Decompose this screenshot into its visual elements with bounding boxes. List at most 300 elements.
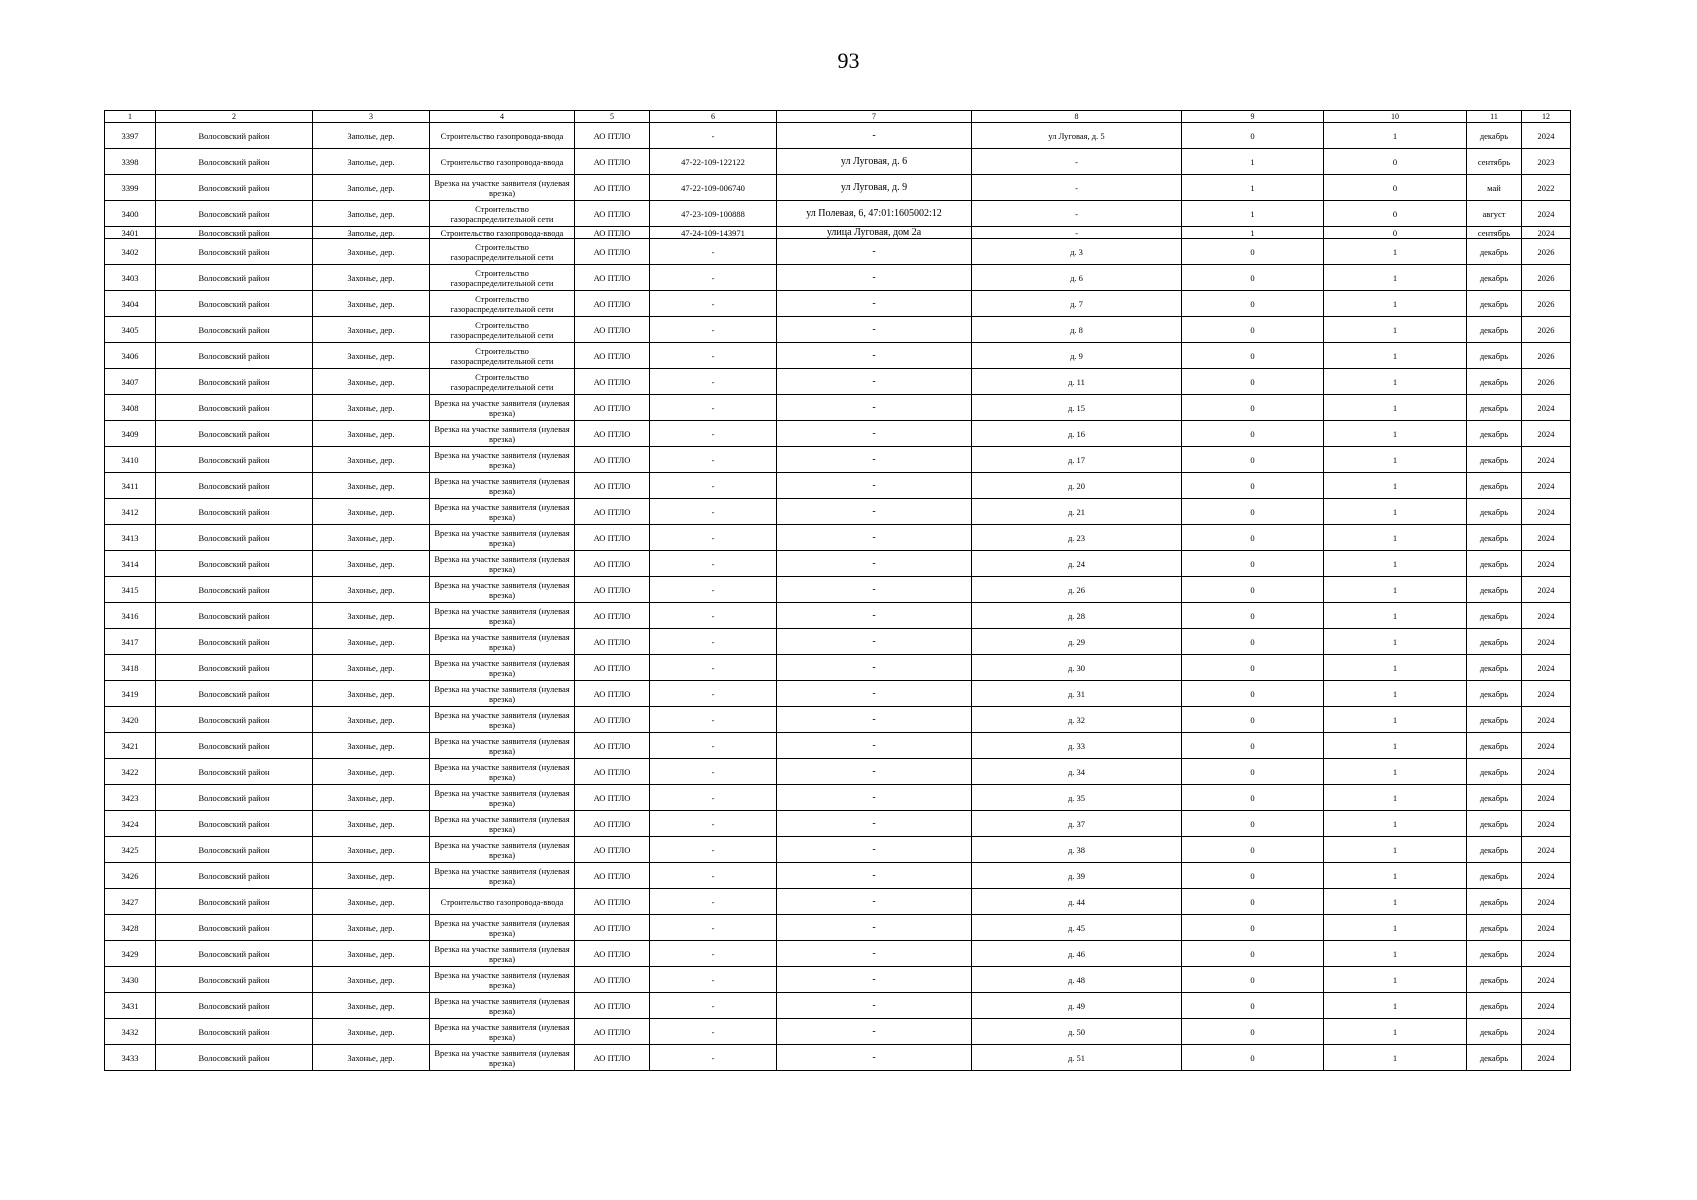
- cell-address: -: [777, 123, 972, 149]
- cell-reg-number: -: [650, 421, 777, 447]
- cell-num: 3402: [105, 239, 156, 265]
- cell-house: д. 46: [972, 941, 1182, 967]
- cell-reg-number: -: [650, 759, 777, 785]
- cell-address: -: [777, 369, 972, 395]
- cell-district: Волосовский район: [156, 421, 313, 447]
- cell-work-type: Строительство газопровода-ввода: [430, 227, 575, 239]
- cell-col9: 0: [1182, 525, 1324, 551]
- cell-month: декабрь: [1467, 655, 1522, 681]
- cell-col10: 1: [1324, 681, 1467, 707]
- cell-house: д. 8: [972, 317, 1182, 343]
- cell-year: 2024: [1522, 201, 1571, 227]
- cell-locality: Захонье, дер.: [313, 993, 430, 1019]
- cell-month: август: [1467, 201, 1522, 227]
- cell-year: 2024: [1522, 993, 1571, 1019]
- cell-col10: 1: [1324, 1019, 1467, 1045]
- cell-month: декабрь: [1467, 785, 1522, 811]
- table-row: [105, 1019, 1571, 1045]
- cell-address: -: [777, 395, 972, 421]
- cell-address: -: [777, 733, 972, 759]
- cell-month: декабрь: [1467, 499, 1522, 525]
- cell-org: АО ПТЛО: [575, 1045, 650, 1071]
- cell-locality: Захонье, дер.: [313, 395, 430, 421]
- cell-work-type: Врезка на участке заявителя (нулевая врезка): [430, 629, 575, 655]
- cell-reg-number: -: [650, 447, 777, 473]
- cell-locality: Захонье, дер.: [313, 1045, 430, 1071]
- cell-num: 3425: [105, 837, 156, 863]
- cell-reg-number: -: [650, 681, 777, 707]
- cell-work-type: Строительство газораспределительной сети: [430, 343, 575, 369]
- table-row: [105, 239, 1571, 265]
- cell-org: АО ПТЛО: [575, 343, 650, 369]
- cell-col9: 1: [1182, 201, 1324, 227]
- cell-col9: 0: [1182, 551, 1324, 577]
- cell-house: д. 34: [972, 759, 1182, 785]
- cell-district: Волосовский район: [156, 889, 313, 915]
- cell-col9: 0: [1182, 499, 1324, 525]
- cell-num: 3397: [105, 123, 156, 149]
- cell-work-type: Врезка на участке заявителя (нулевая врезка): [430, 785, 575, 811]
- cell-year: 2024: [1522, 941, 1571, 967]
- cell-district: Волосовский район: [156, 525, 313, 551]
- cell-month: май: [1467, 175, 1522, 201]
- cell-num: 3421: [105, 733, 156, 759]
- cell-reg-number: -: [650, 629, 777, 655]
- cell-month: декабрь: [1467, 291, 1522, 317]
- cell-locality: Заполье, дер.: [313, 123, 430, 149]
- cell-org: АО ПТЛО: [575, 499, 650, 525]
- cell-col9: 0: [1182, 915, 1324, 941]
- cell-col9: 0: [1182, 785, 1324, 811]
- cell-year: 2024: [1522, 811, 1571, 837]
- cell-month: декабрь: [1467, 941, 1522, 967]
- cell-org: АО ПТЛО: [575, 603, 650, 629]
- cell-org: АО ПТЛО: [575, 967, 650, 993]
- cell-address: ул Полевая, 6, 47:01:1605002:12: [777, 201, 972, 227]
- cell-col10: 0: [1324, 227, 1467, 239]
- cell-num: 3426: [105, 863, 156, 889]
- cell-house: д. 29: [972, 629, 1182, 655]
- cell-work-type: Строительство газораспределительной сети: [430, 201, 575, 227]
- table-row: [105, 201, 1571, 227]
- cell-org: АО ПТЛО: [575, 265, 650, 291]
- cell-work-type: Врезка на участке заявителя (нулевая врезка): [430, 915, 575, 941]
- cell-work-type: Строительство газопровода-ввода: [430, 123, 575, 149]
- cell-house: д. 23: [972, 525, 1182, 551]
- cell-address: ул Луговая, д. 6: [777, 149, 972, 175]
- cell-year: 2024: [1522, 915, 1571, 941]
- cell-col9: 0: [1182, 239, 1324, 265]
- cell-num: 3420: [105, 707, 156, 733]
- table-row: [105, 317, 1571, 343]
- header-cell-2: 2: [156, 111, 313, 123]
- cell-district: Волосовский район: [156, 915, 313, 941]
- cell-reg-number: -: [650, 785, 777, 811]
- cell-month: декабрь: [1467, 317, 1522, 343]
- cell-address: -: [777, 707, 972, 733]
- cell-num: 3404: [105, 291, 156, 317]
- cell-work-type: Врезка на участке заявителя (нулевая врезка): [430, 499, 575, 525]
- cell-col10: 1: [1324, 993, 1467, 1019]
- cell-reg-number: -: [650, 577, 777, 603]
- cell-house: д. 37: [972, 811, 1182, 837]
- cell-col10: 1: [1324, 863, 1467, 889]
- cell-house: д. 31: [972, 681, 1182, 707]
- cell-district: Волосовский район: [156, 993, 313, 1019]
- cell-org: АО ПТЛО: [575, 1019, 650, 1045]
- cell-year: 2024: [1522, 655, 1571, 681]
- cell-address: -: [777, 499, 972, 525]
- cell-month: декабрь: [1467, 265, 1522, 291]
- cell-col9: 0: [1182, 473, 1324, 499]
- cell-col10: 1: [1324, 629, 1467, 655]
- cell-org: АО ПТЛО: [575, 175, 650, 201]
- cell-reg-number: -: [650, 291, 777, 317]
- cell-house: д. 38: [972, 837, 1182, 863]
- cell-col9: 0: [1182, 655, 1324, 681]
- cell-reg-number: -: [650, 123, 777, 149]
- cell-house: д. 6: [972, 265, 1182, 291]
- cell-month: декабрь: [1467, 681, 1522, 707]
- cell-address: -: [777, 265, 972, 291]
- cell-year: 2026: [1522, 239, 1571, 265]
- cell-month: декабрь: [1467, 447, 1522, 473]
- cell-work-type: Строительство газораспределительной сети: [430, 317, 575, 343]
- cell-year: 2024: [1522, 551, 1571, 577]
- cell-house: д. 48: [972, 967, 1182, 993]
- cell-address: -: [777, 655, 972, 681]
- cell-year: 2024: [1522, 473, 1571, 499]
- cell-org: АО ПТЛО: [575, 733, 650, 759]
- cell-col9: 0: [1182, 889, 1324, 915]
- cell-reg-number: -: [650, 707, 777, 733]
- cell-num: 3427: [105, 889, 156, 915]
- cell-house: д. 28: [972, 603, 1182, 629]
- cell-work-type: Врезка на участке заявителя (нулевая врезка): [430, 759, 575, 785]
- cell-work-type: Врезка на участке заявителя (нулевая врезка): [430, 837, 575, 863]
- cell-col9: 0: [1182, 629, 1324, 655]
- table-row: [105, 967, 1571, 993]
- cell-col10: 0: [1324, 201, 1467, 227]
- cell-district: Волосовский район: [156, 551, 313, 577]
- cell-col10: 1: [1324, 785, 1467, 811]
- cell-locality: Захонье, дер.: [313, 473, 430, 499]
- cell-district: Волосовский район: [156, 733, 313, 759]
- cell-district: Волосовский район: [156, 499, 313, 525]
- cell-district: Волосовский район: [156, 149, 313, 175]
- cell-locality: Захонье, дер.: [313, 863, 430, 889]
- cell-col10: 0: [1324, 175, 1467, 201]
- cell-org: АО ПТЛО: [575, 317, 650, 343]
- cell-org: АО ПТЛО: [575, 525, 650, 551]
- cell-year: 2024: [1522, 889, 1571, 915]
- cell-work-type: Врезка на участке заявителя (нулевая врезка): [430, 681, 575, 707]
- cell-house: д. 44: [972, 889, 1182, 915]
- cell-district: Волосовский район: [156, 577, 313, 603]
- cell-col9: 0: [1182, 369, 1324, 395]
- cell-work-type: Врезка на участке заявителя (нулевая врезка): [430, 577, 575, 603]
- cell-reg-number: -: [650, 317, 777, 343]
- cell-locality: Заполье, дер.: [313, 227, 430, 239]
- cell-reg-number: -: [650, 863, 777, 889]
- cell-num: 3406: [105, 343, 156, 369]
- cell-address: -: [777, 629, 972, 655]
- cell-work-type: Врезка на участке заявителя (нулевая врезка): [430, 811, 575, 837]
- cell-year: 2024: [1522, 603, 1571, 629]
- cell-district: Волосовский район: [156, 201, 313, 227]
- cell-locality: Захонье, дер.: [313, 421, 430, 447]
- cell-locality: Захонье, дер.: [313, 369, 430, 395]
- cell-col10: 1: [1324, 291, 1467, 317]
- cell-address: -: [777, 759, 972, 785]
- cell-locality: Захонье, дер.: [313, 655, 430, 681]
- cell-col10: 1: [1324, 239, 1467, 265]
- header-cell-9: 9: [1182, 111, 1324, 123]
- cell-org: АО ПТЛО: [575, 239, 650, 265]
- cell-locality: Заполье, дер.: [313, 175, 430, 201]
- cell-year: 2024: [1522, 733, 1571, 759]
- header-cell-10: 10: [1324, 111, 1467, 123]
- cell-col10: 1: [1324, 577, 1467, 603]
- cell-month: декабрь: [1467, 551, 1522, 577]
- cell-district: Волосовский район: [156, 759, 313, 785]
- cell-year: 2026: [1522, 343, 1571, 369]
- header-row: [105, 111, 1571, 123]
- cell-org: АО ПТЛО: [575, 759, 650, 785]
- cell-year: 2024: [1522, 499, 1571, 525]
- cell-house: д. 50: [972, 1019, 1182, 1045]
- cell-year: 2024: [1522, 1019, 1571, 1045]
- cell-col10: 1: [1324, 603, 1467, 629]
- cell-district: Волосовский район: [156, 863, 313, 889]
- cell-locality: Захонье, дер.: [313, 889, 430, 915]
- cell-reg-number: -: [650, 837, 777, 863]
- cell-work-type: Врезка на участке заявителя (нулевая врезка): [430, 993, 575, 1019]
- cell-col9: 0: [1182, 265, 1324, 291]
- cell-num: 3408: [105, 395, 156, 421]
- header-cell-6: 6: [650, 111, 777, 123]
- cell-locality: Захонье, дер.: [313, 1019, 430, 1045]
- cell-house: -: [972, 227, 1182, 239]
- data-table: [104, 110, 1571, 1071]
- cell-district: Волосовский район: [156, 317, 313, 343]
- cell-col10: 1: [1324, 811, 1467, 837]
- cell-address: -: [777, 889, 972, 915]
- cell-col10: 1: [1324, 473, 1467, 499]
- cell-month: декабрь: [1467, 577, 1522, 603]
- cell-reg-number: -: [650, 733, 777, 759]
- cell-col10: 1: [1324, 369, 1467, 395]
- cell-num: 3400: [105, 201, 156, 227]
- cell-month: декабрь: [1467, 603, 1522, 629]
- cell-month: декабрь: [1467, 759, 1522, 785]
- cell-num: 3414: [105, 551, 156, 577]
- cell-house: д. 7: [972, 291, 1182, 317]
- cell-district: Волосовский район: [156, 227, 313, 239]
- cell-work-type: Строительство газораспределительной сети: [430, 239, 575, 265]
- cell-month: декабрь: [1467, 811, 1522, 837]
- table-row: [105, 941, 1571, 967]
- cell-locality: Захонье, дер.: [313, 239, 430, 265]
- cell-district: Волосовский район: [156, 837, 313, 863]
- table-row: [105, 343, 1571, 369]
- cell-locality: Захонье, дер.: [313, 941, 430, 967]
- cell-num: 3416: [105, 603, 156, 629]
- cell-month: декабрь: [1467, 473, 1522, 499]
- cell-work-type: Врезка на участке заявителя (нулевая врезка): [430, 655, 575, 681]
- table-row: [105, 863, 1571, 889]
- header-cell-1: 1: [105, 111, 156, 123]
- cell-num: 3405: [105, 317, 156, 343]
- table-row: [105, 733, 1571, 759]
- cell-district: Волосовский район: [156, 785, 313, 811]
- header-cell-3: 3: [313, 111, 430, 123]
- cell-month: декабрь: [1467, 421, 1522, 447]
- cell-month: декабрь: [1467, 967, 1522, 993]
- table-row: [105, 707, 1571, 733]
- cell-locality: Захонье, дер.: [313, 759, 430, 785]
- cell-col9: 0: [1182, 1045, 1324, 1071]
- cell-house: д. 45: [972, 915, 1182, 941]
- cell-address: -: [777, 941, 972, 967]
- cell-work-type: Врезка на участке заявителя (нулевая врезка): [430, 603, 575, 629]
- cell-num: 3407: [105, 369, 156, 395]
- cell-district: Волосовский район: [156, 265, 313, 291]
- cell-month: декабрь: [1467, 395, 1522, 421]
- cell-district: Волосовский район: [156, 343, 313, 369]
- cell-col10: 1: [1324, 123, 1467, 149]
- cell-locality: Захонье, дер.: [313, 837, 430, 863]
- cell-address: -: [777, 785, 972, 811]
- cell-col9: 0: [1182, 395, 1324, 421]
- cell-org: АО ПТЛО: [575, 889, 650, 915]
- cell-locality: Захонье, дер.: [313, 291, 430, 317]
- table-row: [105, 395, 1571, 421]
- cell-district: Волосовский район: [156, 1019, 313, 1045]
- cell-house: д. 16: [972, 421, 1182, 447]
- cell-col9: 0: [1182, 993, 1324, 1019]
- cell-col9: 0: [1182, 291, 1324, 317]
- cell-house: -: [972, 175, 1182, 201]
- cell-col10: 1: [1324, 1045, 1467, 1071]
- cell-num: 3403: [105, 265, 156, 291]
- cell-house: -: [972, 149, 1182, 175]
- cell-col9: 0: [1182, 1019, 1324, 1045]
- cell-col10: 1: [1324, 967, 1467, 993]
- header-cell-8: 8: [972, 111, 1182, 123]
- cell-reg-number: -: [650, 395, 777, 421]
- table-row: [105, 291, 1571, 317]
- cell-house: -: [972, 201, 1182, 227]
- cell-locality: Захонье, дер.: [313, 733, 430, 759]
- cell-org: АО ПТЛО: [575, 915, 650, 941]
- cell-col10: 1: [1324, 837, 1467, 863]
- header-cell-4: 4: [430, 111, 575, 123]
- cell-month: сентябрь: [1467, 149, 1522, 175]
- cell-reg-number: -: [650, 1019, 777, 1045]
- cell-work-type: Врезка на участке заявителя (нулевая врезка): [430, 1045, 575, 1071]
- cell-address: -: [777, 681, 972, 707]
- cell-col9: 0: [1182, 421, 1324, 447]
- cell-col10: 1: [1324, 655, 1467, 681]
- cell-house: д. 3: [972, 239, 1182, 265]
- cell-num: 3399: [105, 175, 156, 201]
- cell-month: декабрь: [1467, 629, 1522, 655]
- cell-house: д. 32: [972, 707, 1182, 733]
- cell-col10: 1: [1324, 759, 1467, 785]
- cell-district: Волосовский район: [156, 123, 313, 149]
- cell-col9: 0: [1182, 317, 1324, 343]
- cell-address: -: [777, 421, 972, 447]
- cell-col10: 1: [1324, 733, 1467, 759]
- cell-locality: Захонье, дер.: [313, 265, 430, 291]
- cell-work-type: Строительство газораспределительной сети: [430, 291, 575, 317]
- cell-reg-number: 47-22-109-122122: [650, 149, 777, 175]
- cell-house: д. 15: [972, 395, 1182, 421]
- cell-locality: Захонье, дер.: [313, 577, 430, 603]
- cell-reg-number: -: [650, 967, 777, 993]
- cell-org: АО ПТЛО: [575, 863, 650, 889]
- cell-num: 3412: [105, 499, 156, 525]
- cell-org: АО ПТЛО: [575, 837, 650, 863]
- table-row: [105, 889, 1571, 915]
- cell-reg-number: -: [650, 473, 777, 499]
- cell-col10: 1: [1324, 317, 1467, 343]
- table-row: [105, 915, 1571, 941]
- cell-year: 2024: [1522, 681, 1571, 707]
- cell-locality: Заполье, дер.: [313, 201, 430, 227]
- cell-org: АО ПТЛО: [575, 655, 650, 681]
- table-row: [105, 577, 1571, 603]
- cell-num: 3401: [105, 227, 156, 239]
- cell-year: 2024: [1522, 421, 1571, 447]
- cell-address: -: [777, 1019, 972, 1045]
- cell-year: 2024: [1522, 967, 1571, 993]
- cell-org: АО ПТЛО: [575, 201, 650, 227]
- cell-locality: Захонье, дер.: [313, 811, 430, 837]
- cell-year: 2026: [1522, 291, 1571, 317]
- table-row: [105, 785, 1571, 811]
- cell-org: АО ПТЛО: [575, 149, 650, 175]
- cell-locality: Заполье, дер.: [313, 149, 430, 175]
- cell-month: декабрь: [1467, 123, 1522, 149]
- cell-num: 3418: [105, 655, 156, 681]
- table-row: [105, 603, 1571, 629]
- cell-num: 3433: [105, 1045, 156, 1071]
- cell-org: АО ПТЛО: [575, 577, 650, 603]
- cell-year: 2024: [1522, 785, 1571, 811]
- cell-address: -: [777, 811, 972, 837]
- table-row: [105, 175, 1571, 201]
- cell-district: Волосовский район: [156, 655, 313, 681]
- cell-locality: Захонье, дер.: [313, 967, 430, 993]
- table-row: [105, 473, 1571, 499]
- cell-house: д. 11: [972, 369, 1182, 395]
- cell-num: 3431: [105, 993, 156, 1019]
- table-row: [105, 759, 1571, 785]
- header-cell-11: 11: [1467, 111, 1522, 123]
- header-cell-12: 12: [1522, 111, 1571, 123]
- cell-month: декабрь: [1467, 733, 1522, 759]
- cell-year: 2024: [1522, 123, 1571, 149]
- cell-org: АО ПТЛО: [575, 291, 650, 317]
- cell-num: 3410: [105, 447, 156, 473]
- cell-year: 2023: [1522, 149, 1571, 175]
- cell-year: 2024: [1522, 707, 1571, 733]
- cell-num: 3423: [105, 785, 156, 811]
- cell-address: -: [777, 1045, 972, 1071]
- table-row: [105, 551, 1571, 577]
